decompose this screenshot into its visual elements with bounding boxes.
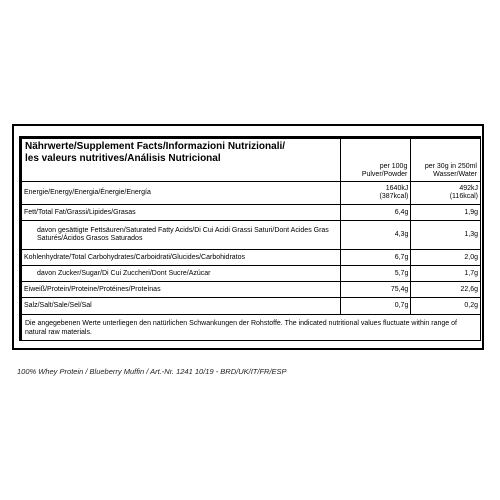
row-label-protein: Eiweiß/Protein/Proteine/Protéines/Proteínas	[21, 282, 341, 298]
table-row-energy	[21, 182, 481, 205]
protein-per-30g: 22,6g	[411, 282, 481, 298]
table-title-line-2: les valeurs nutritives/Análisis Nutricional	[25, 153, 221, 164]
nutrition-facts-table	[19, 136, 481, 341]
carbohydrates-per-30g: 2,0g	[411, 250, 481, 266]
energy-per-30g	[411, 182, 481, 205]
column-header-per-100g-line-2: Pulver/Powder	[361, 171, 408, 178]
table-row-protein	[21, 282, 481, 298]
column-header-per-30g-line-1: per 30g in 250ml	[424, 163, 477, 170]
table-title	[21, 138, 341, 182]
table-footnote-row	[21, 315, 481, 341]
fat-per-30g: 1,9g	[411, 205, 481, 221]
column-header-per-30g-line-2: Wasser/Water	[433, 171, 477, 178]
column-header-per-100g-line-1: per 100g	[379, 163, 408, 170]
saturated-fat-per-30g: 1,3g	[411, 221, 481, 250]
salt-per-100g: 0,7g	[340, 298, 411, 315]
protein-per-100g: 75,4g	[340, 282, 411, 298]
saturated-fat-per-100g: 4,3g	[340, 221, 411, 250]
row-label-carbohydrates: Kohlenhydrate/Total Carbohydrates/Carboidrati/Glucides/Carbohidratos	[21, 250, 341, 266]
table-row-salt	[21, 298, 481, 315]
table-footnote: Die angegebenen Werte unterliegen den natürlichen Schwankungen der Rohstoffe. The indicated nutritional values fluctuate within range of natural raw materials.	[21, 315, 481, 341]
table-row-sugar	[21, 266, 481, 282]
sugar-per-30g: 1,7g	[411, 266, 481, 282]
energy-per-30g-kj: 492kJ	[459, 185, 478, 192]
column-header-per-100g	[340, 138, 411, 182]
table-row-carbohydrates	[21, 250, 481, 266]
energy-per-30g-kcal: (116kcal)	[449, 193, 478, 200]
table-title-line-1: Nährwerte/Supplement Facts/Informazioni Nutrizionali/	[25, 141, 286, 152]
column-header-per-30g	[411, 138, 481, 182]
table-row-fat	[21, 205, 481, 221]
row-label-fat: Fett/Total Fat/Grassi/Lipides/Grasas	[21, 205, 341, 221]
row-label-saturated-fat: davon gesättigte Fettsäuren/Saturated Fatty Acids/Di Cui Acidi Grassi Saturi/Dont Acides Gras Saturés/Ácidos Grasos Saturados	[21, 221, 341, 250]
row-label-sugar: davon Zucker/Sugar/Di Cui Zuccheri/Dont Sucre/Azúcar	[21, 266, 341, 282]
energy-per-100g-kcal: (387kcal)	[379, 193, 409, 200]
carbohydrates-per-100g: 6,7g	[340, 250, 411, 266]
fat-per-100g: 6,4g	[340, 205, 411, 221]
energy-per-100g	[340, 182, 411, 205]
energy-per-100g-kj: 1640kJ	[385, 185, 409, 192]
table-row-saturated-fat	[21, 221, 481, 250]
product-caption: 100% Whey Protein / Blueberry Muffin / Art.-Nr. 1241 10/19 - BRD/UK/IT/FR/ESP	[17, 367, 287, 376]
sugar-per-100g: 5,7g	[340, 266, 411, 282]
table-header-row	[21, 138, 481, 182]
row-label-salt: Salz/Salt/Sale/Sel/Sal	[21, 298, 341, 315]
row-label-energy: Energie/Energy/Energia/Énergie/Energía	[21, 182, 341, 205]
salt-per-30g: 0,2g	[411, 298, 481, 315]
